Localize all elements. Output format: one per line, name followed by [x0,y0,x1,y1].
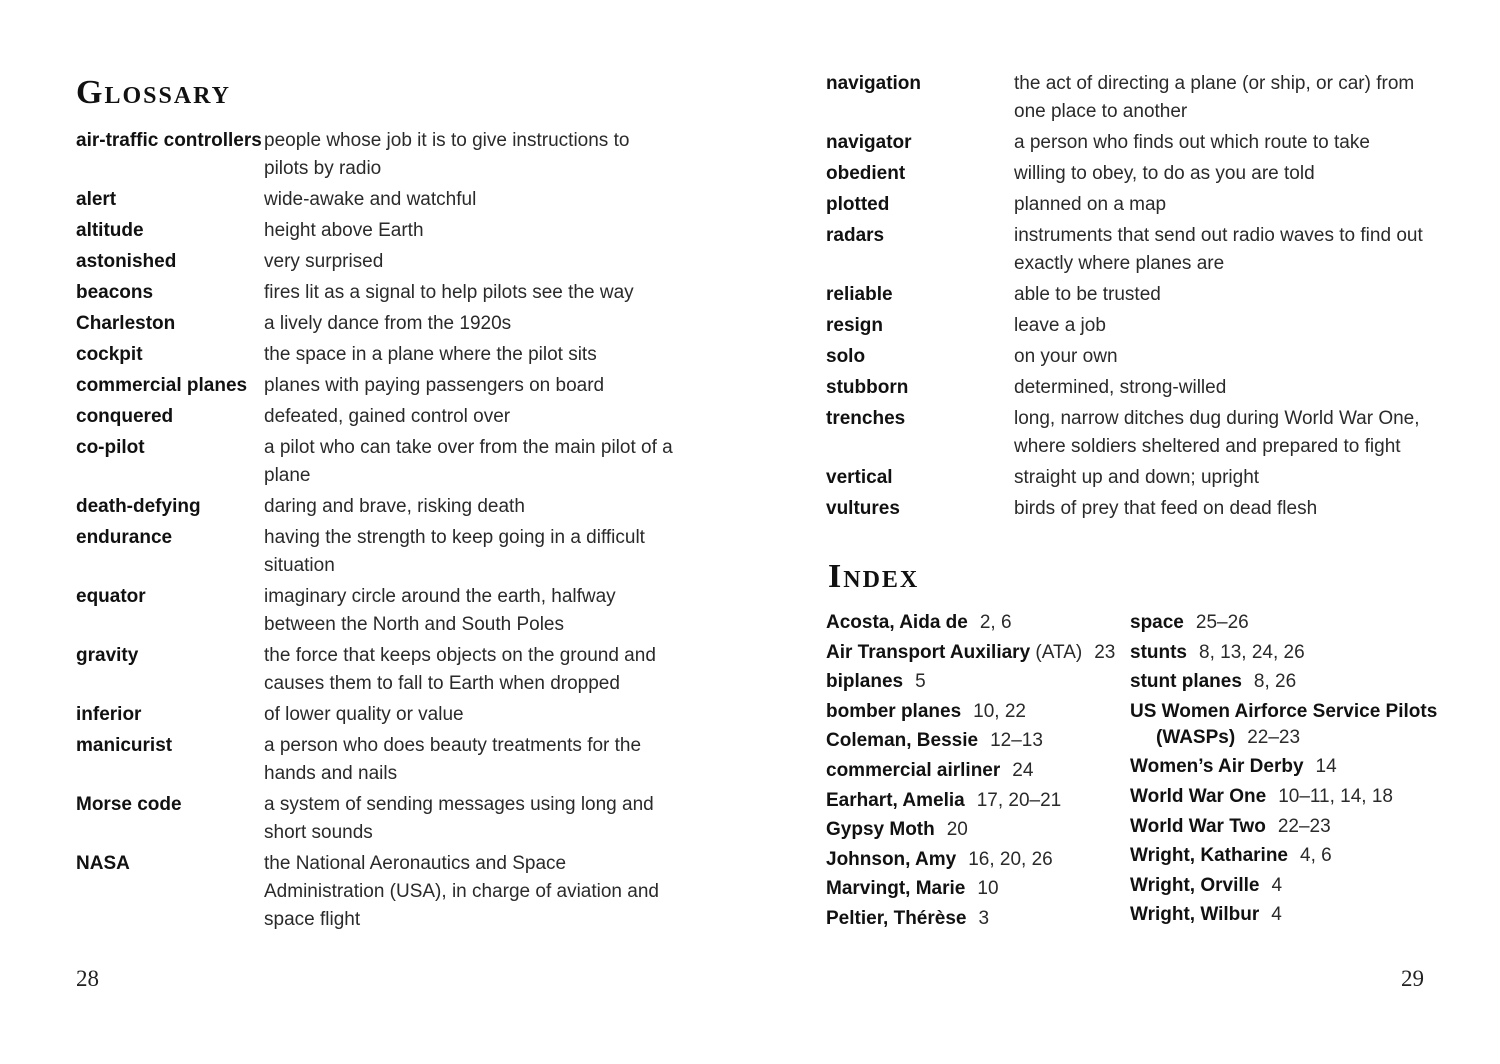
glossary-entry [826,374,1436,402]
glossary-term: inferior [76,704,142,725]
index-entry [826,788,1126,814]
index-term: Johnson, Amy [826,848,957,870]
glossary-entry [76,791,676,847]
glossary-definition: daring and brave, risking death [264,496,525,517]
glossary-term: NASA [76,853,130,874]
glossary-entry [76,310,676,338]
glossary-definition: planned on a map [1014,194,1167,215]
glossary-definition: height above Earth [264,220,424,241]
glossary-term: navigation [826,73,922,94]
glossary-definition: people whose job it is to give instructions to pilots by radio [264,130,630,179]
glossary-term: astonished [76,251,177,272]
glossary-definition: a pilot who can take over from the main pilot of a plane [264,437,673,486]
page-number-right: 29 [1401,966,1424,991]
index-term: Peltier, Thérèse [826,907,967,929]
index-page-refs: 5 [915,671,926,693]
glossary-definition: determined, strong-willed [1014,377,1227,398]
page-number-left: 28 [76,966,99,991]
index-term: US Women Airforce Service Pilots (WASPs) [1130,700,1438,748]
glossary-definition: able to be trusted [1014,284,1161,305]
glossary-term: conquered [76,406,174,427]
glossary-entry [826,70,1436,126]
index-page-refs: 14 [1315,756,1337,778]
index-entry [1130,669,1460,695]
glossary-entry [76,524,676,580]
glossary-entry [76,186,676,214]
glossary-definition: a system of sending messages using long and short sounds [264,794,654,843]
glossary-entry [76,434,676,490]
index-heading: Index [828,558,920,595]
glossary-definition: imaginary circle around the earth, halfway between the North and South Poles [264,586,616,635]
index-entry [826,758,1126,784]
glossary-entry [826,160,1436,188]
index-page-refs: 22–23 [1277,815,1331,837]
glossary-entry [76,372,676,400]
glossary-term: plotted [826,194,890,215]
glossary-term: death-defying [76,496,201,517]
index-term: commercial airliner [826,759,1001,781]
glossary-term: Charleston [76,313,176,334]
glossary-term: Morse code [76,794,182,815]
glossary-list-right [826,70,1436,526]
glossary-definition: fires lit as a signal to help pilots see the way [264,282,634,303]
index-page-refs: 23 [1094,641,1116,663]
index-entry [1130,640,1460,666]
glossary-definition: the act of directing a plane (or ship, or car) from one place to another [1014,73,1415,122]
glossary-term: reliable [826,284,893,305]
index-entry [826,699,1126,725]
index-page-refs: 4, 6 [1300,845,1332,867]
index-page-refs: 17, 20–21 [976,789,1062,811]
index-page-refs: 25–26 [1195,612,1249,633]
glossary-heading: Glossary [76,74,231,111]
index-entry [1130,784,1460,810]
index-term: stunts [1130,641,1187,663]
glossary-entry [76,279,676,307]
glossary-term: air-traffic controllers [76,130,262,151]
glossary-entry [76,701,676,729]
glossary-definition: planes with paying passengers on board [264,375,605,396]
index-entry [1130,902,1460,928]
glossary-entry [76,248,676,276]
glossary-definition: defeated, gained control over [264,406,511,427]
glossary-entry [826,222,1436,278]
index-qualifier: (ATA) [1035,641,1083,663]
index-page-refs: 4 [1271,904,1282,926]
glossary-definition: having the strength to keep going in a difficult situation [264,527,645,576]
glossary-entry [76,493,676,521]
glossary-entry [76,341,676,369]
index-term: bomber planes [826,700,962,722]
index-page-refs: 10 [977,878,999,900]
index-term: space [1130,612,1184,633]
glossary-entry [76,403,676,431]
glossary-definition: wide-awake and watchful [264,189,477,210]
index-term: Wright, Orville [1130,874,1260,896]
glossary-term: manicurist [76,735,173,756]
glossary-term: navigator [826,132,912,153]
right-page [750,0,1500,1064]
glossary-entry [826,343,1436,371]
glossary-term: co-pilot [76,437,145,458]
index-entry [826,906,1126,932]
index-entry [1130,610,1460,636]
index-page-refs: 12–13 [990,730,1043,752]
index-page-refs: 2, 6 [979,612,1012,633]
index-page-refs: 3 [978,907,990,929]
index-entry [1130,699,1460,751]
index-entry [1130,754,1460,780]
index-page-refs: 4 [1271,874,1283,896]
index-term: Wright, Wilbur [1130,904,1260,926]
glossary-entry [826,495,1436,523]
glossary-definition: straight up and down; upright [1014,467,1260,488]
index-term: stunt planes [1130,671,1242,693]
glossary-term: vultures [826,498,900,519]
index-entry [826,640,1126,666]
index-entry [826,610,1126,636]
glossary-definition: of lower quality or value [264,704,464,725]
index-page-refs: 10–11, 14, 18 [1278,785,1393,807]
glossary-definition: leave a job [1014,315,1106,336]
glossary-entry [76,583,676,639]
glossary-entry [76,732,676,788]
glossary-entry [76,642,676,698]
index-term: biplanes [826,671,904,693]
index-entry [826,728,1126,754]
glossary-definition: birds of prey that feed on dead flesh [1014,498,1318,519]
glossary-term: commercial planes [76,375,248,396]
index-term: Gypsy Moth [826,819,935,841]
index-page-refs: 22–23 [1247,726,1301,748]
index-page-refs: 8, 26 [1253,671,1297,693]
index-entry [1130,873,1460,899]
glossary-definition: instruments that send out radio waves to find out exactly where planes are [1014,225,1423,274]
glossary-list-left [76,127,676,937]
glossary-term: endurance [76,527,173,548]
glossary-entry [826,464,1436,492]
index-page-refs: 8, 13, 24, 26 [1199,641,1305,663]
glossary-term: beacons [76,282,154,303]
glossary-definition: a person who finds out which route to take [1014,132,1370,153]
glossary-definition: the force that keeps objects on the ground and causes them to fall to Earth when dropped [264,645,656,694]
glossary-term: resign [826,315,884,336]
index-term: Earhart, Amelia [826,789,965,811]
index-term: Acosta, Aida de [826,612,968,633]
glossary-definition: long, narrow ditches dug during World War One, where soldiers sheltered and prepared to fight [1014,408,1420,457]
index-term: World War One [1130,785,1267,807]
glossary-definition: on your own [1014,346,1118,367]
index-entry [1130,843,1460,869]
glossary-term: equator [76,586,146,607]
glossary-definition: a lively dance from the 1920s [264,313,512,334]
glossary-entry [826,191,1436,219]
index-term: Air Transport Auxiliary [826,641,1031,663]
index-page-refs: 16, 20, 26 [968,848,1053,870]
glossary-entry [826,405,1436,461]
glossary-term: vertical [826,467,893,488]
glossary-definition: the space in a plane where the pilot sits [264,344,597,365]
index-term: Coleman, Bessie [826,730,979,752]
index-page-refs: 10, 22 [973,700,1026,722]
glossary-term: obedient [826,163,906,184]
glossary-term: alert [76,189,117,210]
glossary-definition: very surprised [264,251,384,272]
glossary-term: stubborn [826,377,909,398]
glossary-term: gravity [76,645,139,666]
index-entry [826,817,1126,843]
index-entry [826,847,1126,873]
index-term: Women’s Air Derby [1130,756,1304,778]
index-page-refs: 20 [946,819,968,841]
glossary-entry [826,281,1436,309]
index-entry [1130,814,1460,840]
index-column-b [1130,610,1460,932]
glossary-definition: the National Aeronautics and Space Administration (USA), in charge of aviation and space flight [264,853,659,930]
glossary-entry [76,217,676,245]
index-page-refs: 24 [1012,759,1034,781]
index-column-a [826,610,1126,936]
index-entry [826,876,1126,902]
glossary-term: altitude [76,220,144,241]
glossary-definition: willing to obey, to do as you are told [1014,163,1315,184]
glossary-term: trenches [826,408,906,429]
index-term: Marvingt, Marie [826,878,966,900]
glossary-entry [826,129,1436,157]
index-term: World War Two [1130,815,1266,837]
glossary-term: radars [826,225,885,246]
index-entry [826,669,1126,695]
index-term: Wright, Katharine [1130,845,1288,867]
glossary-entry [76,850,676,934]
glossary-entry [76,127,676,183]
glossary-term: solo [826,346,866,367]
glossary-term: cockpit [76,344,143,365]
glossary-definition: a person who does beauty treatments for the hands and nails [264,735,642,784]
glossary-entry [826,312,1436,340]
